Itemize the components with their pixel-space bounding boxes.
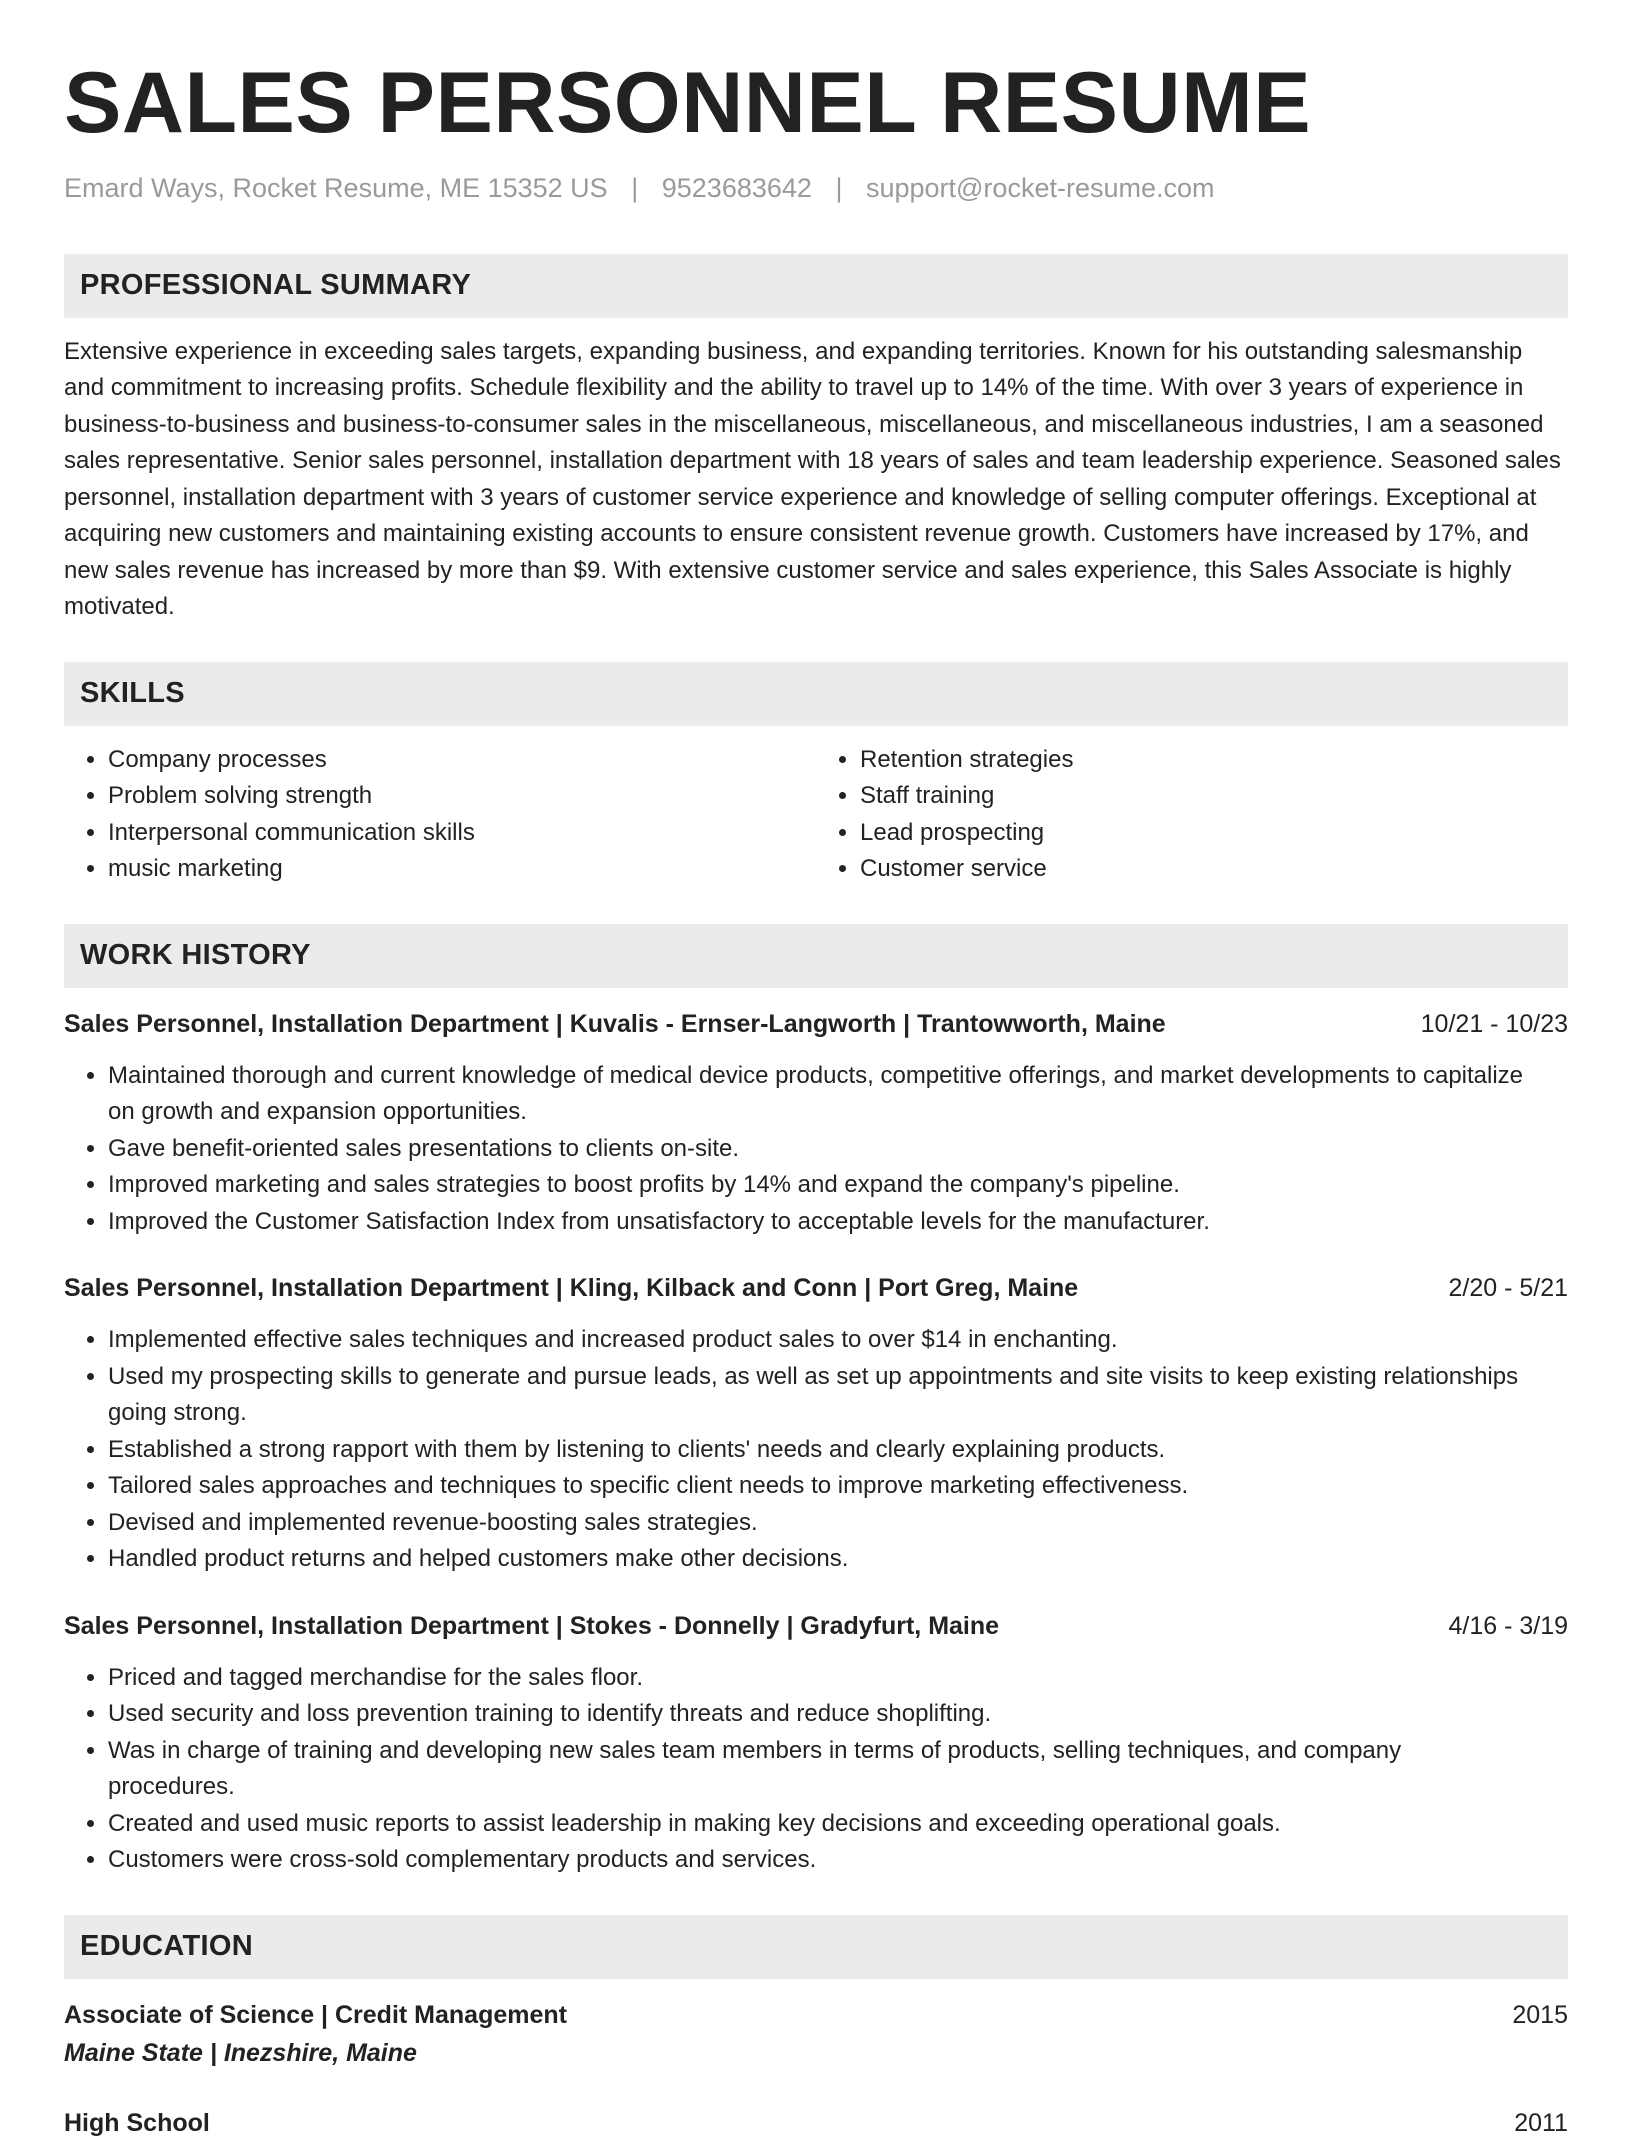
contact-address: Emard Ways, Rocket Resume, ME 15352 US <box>64 172 608 203</box>
summary-heading: PROFESSIONAL SUMMARY <box>64 254 1568 318</box>
job-bullet: • Used security and loss prevention training to identify threats and reduce shoplifting. <box>108 1696 1568 1733</box>
job-title: Sales Personnel, Installation Department | Stokes - Donnelly | Gradyfurt, Maine <box>64 1611 1000 1640</box>
job-bullet: • Improved the Customer Satisfaction Index from unsatisfactory to acceptable levels for the manufacturer. <box>108 1204 1568 1241</box>
job-entry <box>64 1270 1568 1578</box>
education-year: 2011 <box>1514 2108 1568 2137</box>
skills-section <box>64 662 1568 888</box>
skill-item: • Lead prospecting <box>860 815 1568 852</box>
skill-item: • Problem solving strength <box>108 778 816 815</box>
job-bullet: • Created and used music reports to assist leadership in making key decisions and exceeding operational goals. <box>108 1806 1568 1843</box>
contact-separator: | <box>835 172 843 203</box>
skills-column-right <box>816 742 1568 888</box>
education-degree: High School <box>64 2108 210 2137</box>
skill-item: • Staff training <box>860 778 1568 815</box>
job-bullet: • Established a strong rapport with them by listening to clients' needs and clearly explaining products. <box>108 1432 1568 1469</box>
job-bullet: • Improved marketing and sales strategies to boost profits by 14% and expand the company's pipeline. <box>108 1167 1568 1204</box>
job-entry <box>64 1608 1568 1879</box>
job-entry <box>64 1006 1568 1241</box>
skill-item: • Interpersonal communication skills <box>108 815 816 852</box>
job-bullet: • Handled product returns and helped customers make other decisions. <box>108 1541 1568 1578</box>
job-bullet: • Customers were cross-sold complementary products and services. <box>108 1842 1568 1879</box>
job-dates: 2/20 - 5/21 <box>1448 1274 1568 1303</box>
job-title: Sales Personnel, Installation Department | Kling, Kilback and Conn | Port Greg, Maine <box>64 1274 1079 1303</box>
education-degree: Associate of Science | Credit Management <box>64 2000 567 2029</box>
job-bullet: • Tailored sales approaches and techniques to specific client needs to improve marketing effectiveness. <box>108 1468 1568 1505</box>
job-header <box>64 1608 1568 1644</box>
skills-column-left <box>64 742 816 888</box>
skill-item: • music marketing <box>108 851 816 888</box>
job-bullet: • Priced and tagged merchandise for the sales floor. <box>108 1660 1568 1697</box>
contact-phone: 9523683642 <box>661 172 812 203</box>
job-bullet: • Maintained thorough and current knowledge of medical device products, competitive offerings, and market developments to capitalize on growth and expansion opportunities. <box>108 1058 1568 1131</box>
education-school: Maine State | Inezshire, Maine <box>64 2038 417 2067</box>
resume-title: SALES PERSONNEL RESUME <box>64 55 1312 151</box>
job-bullet: • Implemented effective sales techniques and increased product sales to over $14 in enchanting. <box>108 1322 1568 1359</box>
job-bullet: • Was in charge of training and developing new sales team members in terms of products, selling techniques, and company procedures. <box>108 1733 1568 1806</box>
education-entry <box>64 1997 1568 2071</box>
skills-grid <box>64 742 1568 888</box>
education-section <box>64 1915 1568 2141</box>
job-dates: 4/16 - 3/19 <box>1448 1611 1568 1640</box>
work-history-heading: WORK HISTORY <box>64 924 1568 988</box>
skills-heading: SKILLS <box>64 662 1568 726</box>
job-title: Sales Personnel, Installation Department | Kuvalis - Ernser-Langworth | Trantowworth, Maine <box>64 1009 1166 1038</box>
contact-email: support@rocket-resume.com <box>865 172 1215 203</box>
job-dates: 10/21 - 10/23 <box>1420 1009 1568 1038</box>
job-bullet: • Used my prospecting skills to generate and pursue leads, as well as set up appointments and site visits to keep existing relationships going strong. <box>108 1359 1568 1432</box>
skill-item: • Customer service <box>860 851 1568 888</box>
skill-item: • Retention strategies <box>860 742 1568 779</box>
education-heading: EDUCATION <box>64 1915 1568 1979</box>
education-year: 2015 <box>1512 2000 1568 2029</box>
work-history-section <box>64 924 1568 1879</box>
job-bullets <box>64 1058 1568 1241</box>
job-header <box>64 1006 1568 1042</box>
job-bullets <box>64 1660 1568 1879</box>
skill-item: • Company processes <box>108 742 816 779</box>
education-header <box>64 1997 1568 2033</box>
education-entry <box>64 2105 1568 2141</box>
job-bullets <box>64 1322 1568 1578</box>
job-bullet: • Devised and implemented revenue-boosting sales strategies. <box>108 1505 1568 1542</box>
summary-text: Extensive experience in exceeding sales targets, expanding business, and expanding territories. Known for his outstanding salesmanship and commitment to increasing profits. Schedule flexibility and the ability to travel up to 14% of the time. With over 3 years of experience in business-to-business and business-to-consumer sales in the miscellaneous, miscellaneous, and miscellaneous industries, I am a seasoned sales representative. Senior sales personnel, installation department with 18 years of sales and team leadership experience. Seasoned sales personnel, installation department with 3 years of customer service experience and knowledge of selling computer offerings. Exceptional at acquiring new customers and maintaining existing accounts to ensure consistent revenue growth. Customers have increased by 17%, and new sales revenue has increased by more than $9. With extensive customer service and sales experience, this Sales Associate is highly motivated. <box>64 337 1561 621</box>
contact-separator: | <box>631 172 639 203</box>
job-header <box>64 1270 1568 1306</box>
education-header <box>64 2105 1568 2141</box>
contact-line <box>64 173 1568 204</box>
summary-section <box>64 254 1568 626</box>
job-bullet: • Gave benefit-oriented sales presentations to clients on-site. <box>108 1131 1568 1168</box>
